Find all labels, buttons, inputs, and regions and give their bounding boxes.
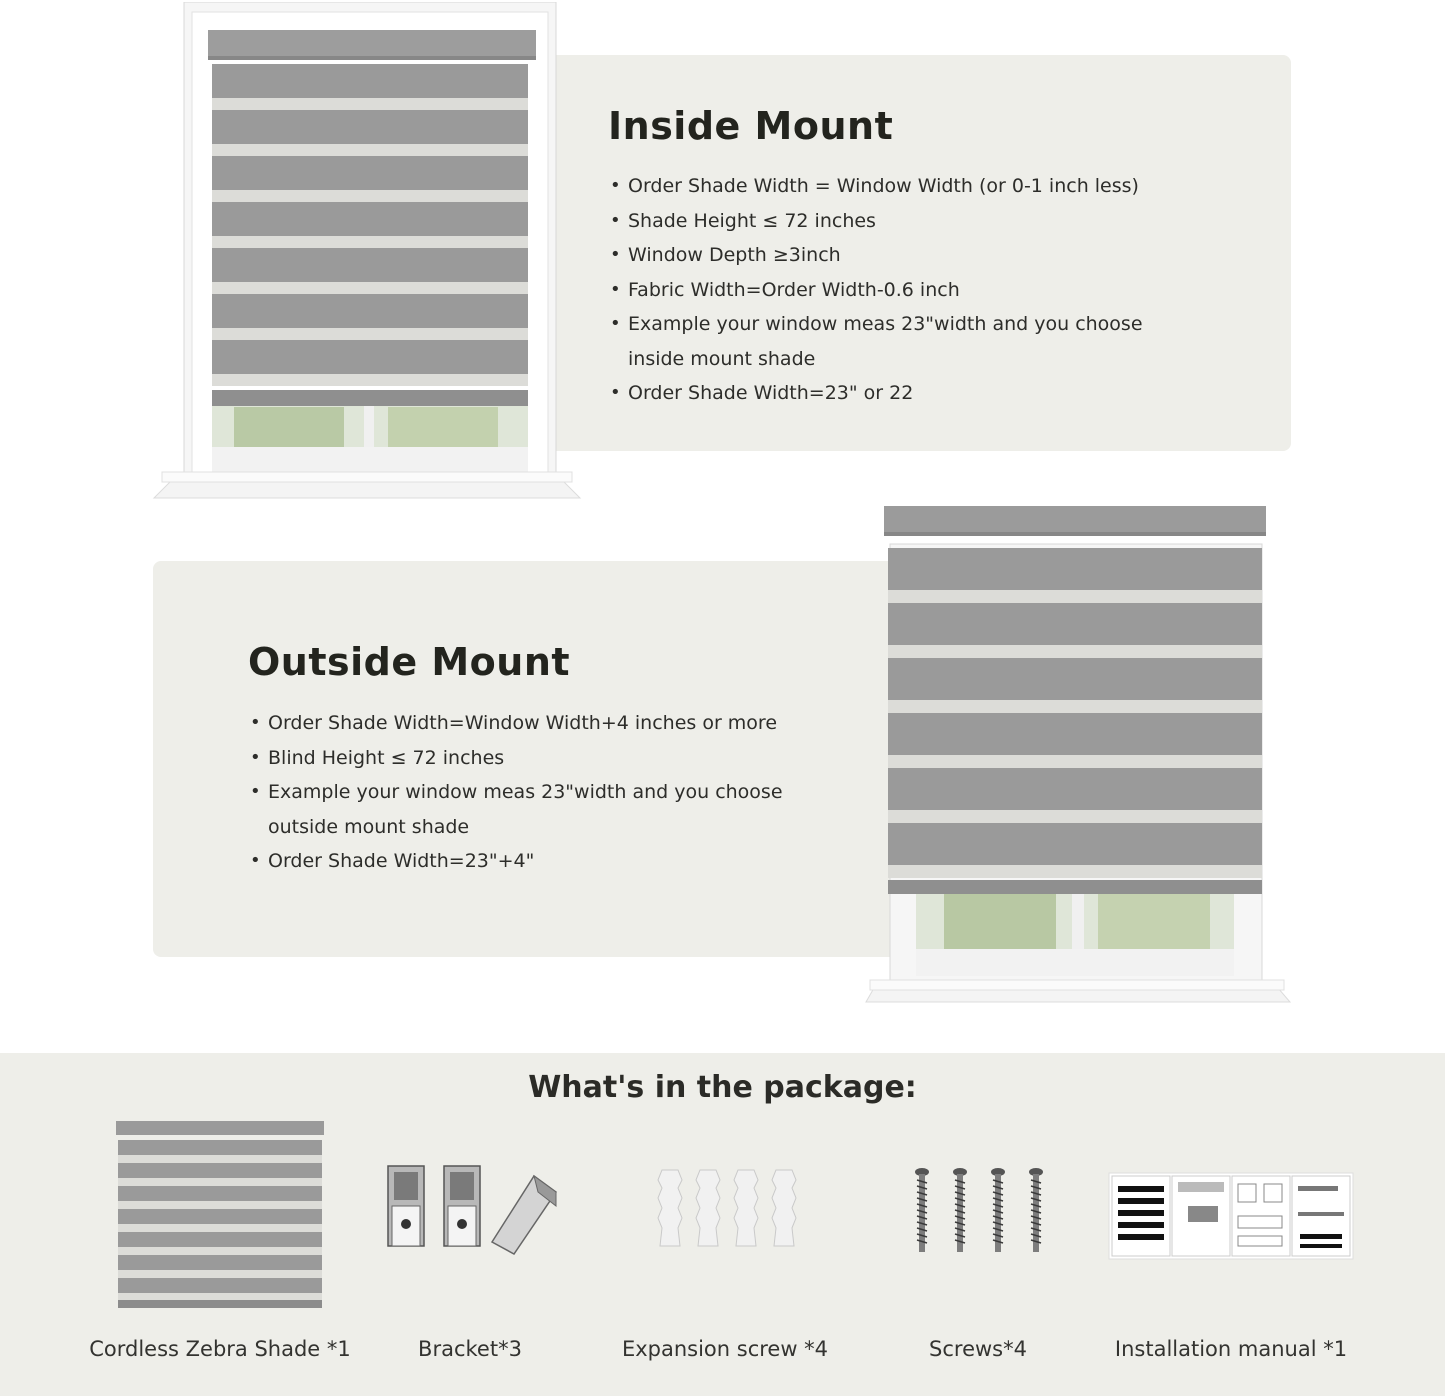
zebra-shade-icon bbox=[114, 1118, 326, 1314]
package-label-shade: Cordless Zebra Shade *1 bbox=[89, 1337, 351, 1361]
outside-mount-bullets bbox=[250, 706, 783, 879]
screw-icon bbox=[904, 1166, 1054, 1258]
outside-mount-title: Outside Mount bbox=[248, 640, 571, 684]
outside-mount-window-image bbox=[864, 504, 1292, 1004]
package-label-manual: Installation manual *1 bbox=[1114, 1337, 1348, 1361]
inside-bullet-5-cont: inside mount shade bbox=[628, 347, 816, 370]
outside-bullet-3-cont: outside mount shade bbox=[268, 815, 470, 838]
inside-bullet-2: • Shade Height ≤ 72 inches bbox=[610, 204, 1143, 239]
inside-bullet-3: • Window Depth ≥3inch bbox=[610, 238, 1143, 273]
inside-mount-title: Inside Mount bbox=[608, 104, 894, 148]
bracket-icon bbox=[384, 1162, 564, 1258]
package-title: What's in the package: bbox=[528, 1070, 917, 1105]
inside-bullet-6: • Order Shade Width=23" or 22 bbox=[610, 376, 1143, 411]
inside-bullet-5: • Example your window meas 23"width and you choose bbox=[610, 307, 1143, 342]
outside-bullet-3: • Example your window meas 23"width and you choose bbox=[250, 775, 783, 810]
inside-mount-bullets bbox=[610, 169, 1143, 411]
manual-icon bbox=[1108, 1172, 1354, 1260]
outside-bullet-2: • Blind Height ≤ 72 inches bbox=[250, 741, 783, 776]
expansion-screw-icon bbox=[648, 1166, 808, 1256]
inside-mount-window-image bbox=[152, 2, 582, 500]
outside-bullet-1: • Order Shade Width=Window Width+4 inches or more bbox=[250, 706, 783, 741]
inside-bullet-4: • Fabric Width=Order Width-0.6 inch bbox=[610, 273, 1143, 308]
package-label-screws: Screws*4 bbox=[929, 1337, 1027, 1361]
package-label-bracket: Bracket*3 bbox=[418, 1337, 522, 1361]
outside-bullet-4: • Order Shade Width=23"+4" bbox=[250, 844, 783, 879]
inside-bullet-1: • Order Shade Width = Window Width (or 0-1 inch less) bbox=[610, 169, 1143, 204]
package-label-expansion-screw: Expansion screw *4 bbox=[621, 1337, 829, 1361]
